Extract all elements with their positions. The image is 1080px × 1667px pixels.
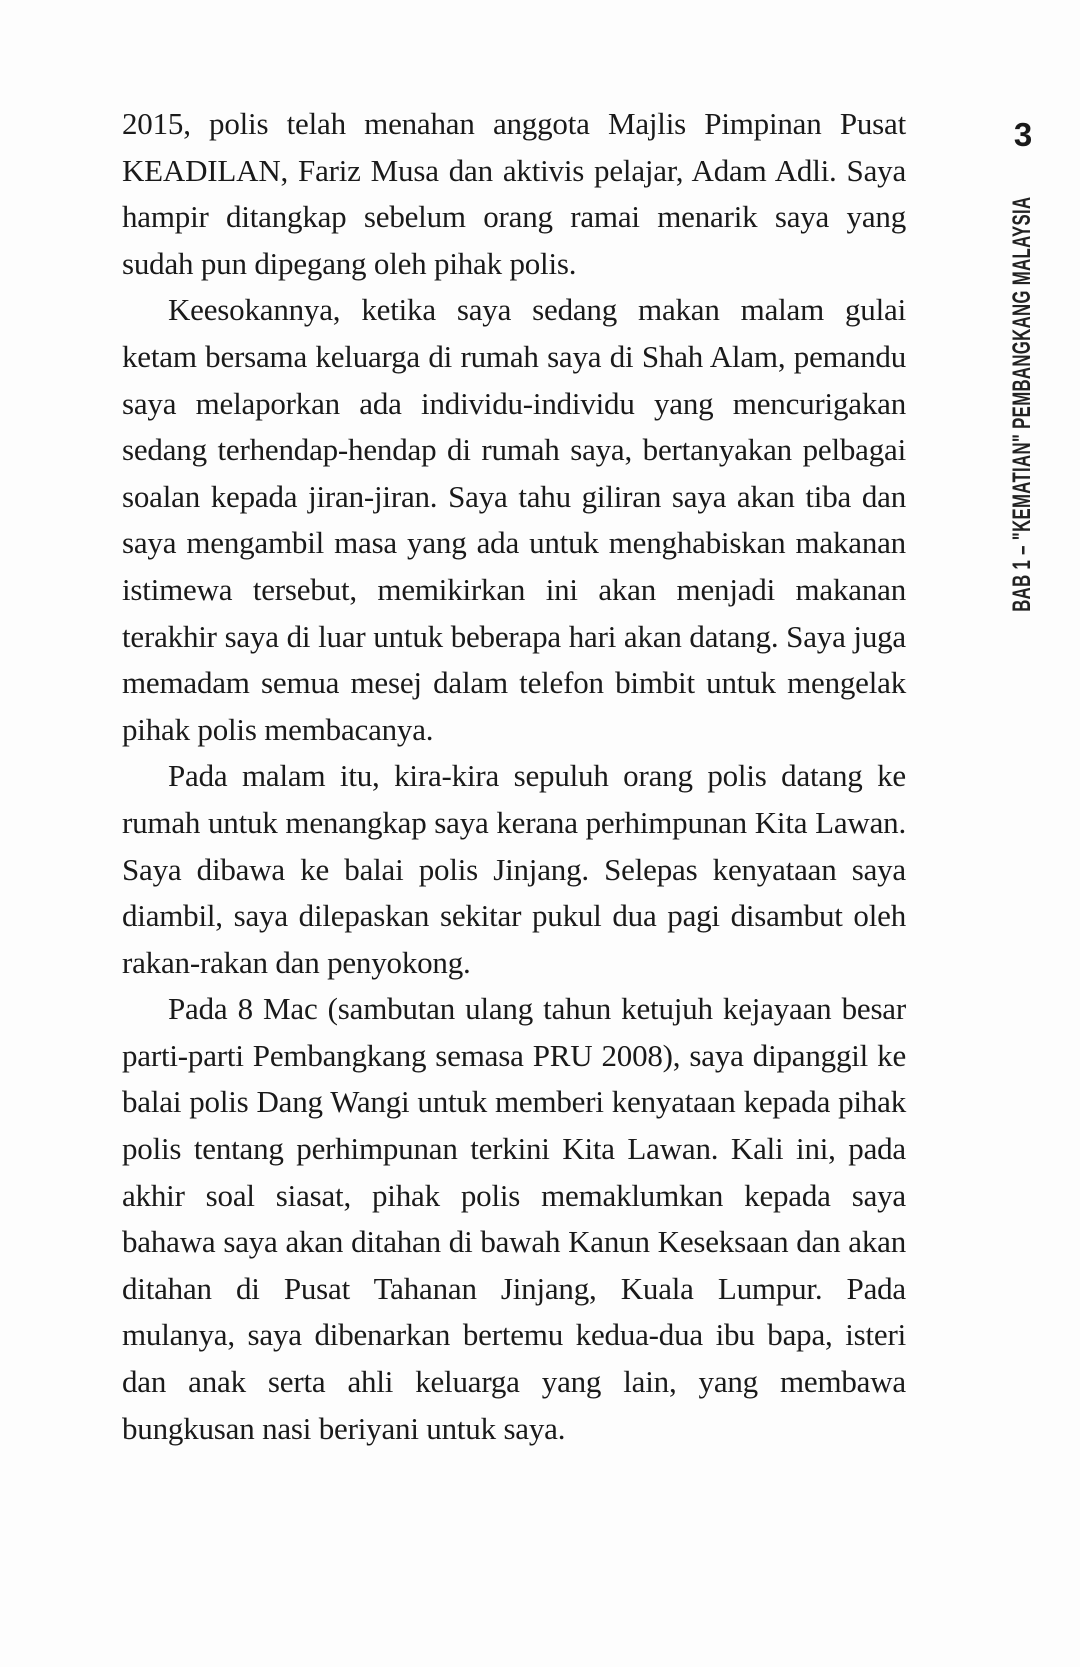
paragraph: Keesokannya, ketika saya sedang makan malam gulai ketam bersama keluarga di rumah saya di Shah Alam, pemandu saya melaporkan ada individu-individu yang mencurigakan sedang terhendap-hendap di rumah saya, bertanyakan pelbagai soalan kepada jiran-jiran. Saya tahu giliran saya akan tiba dan saya mengambil masa yang ada untuk menghabiskan makanan istimewa tersebut, memikirkan ini akan menjadi makanan terakhir saya di luar untuk beberapa hari akan datang. Saya juga memadam semua mesej dalam telefon bimbit untuk mengelak pihak polis membacanya. (122, 292, 906, 747)
chapter-title-vertical-label: BAB 1 – "KEMATIAN" PEMBANGKANG MALAYSIA (1007, 196, 1036, 612)
paragraph: Pada malam itu, kira-kira sepuluh orang polis datang ke rumah untuk menangkap saya kerana perhimpunan Kita Lawan. Saya dibawa ke balai polis Jinjang. Selepas kenyataan saya diambil, saya dilepaskan sekitar pukul dua pagi disambut oleh rakan-rakan dan penyokong. (122, 758, 906, 980)
paragraph: 2015, polis telah menahan anggota Majlis Pimpinan Pusat KEADILAN, Fariz Musa dan aktivis pelajar, Adam Adli. Saya hampir ditangkap sebelum orang ramai menarik saya yang sudah pun dipegang oleh pihak polis. (122, 106, 906, 281)
page-number: 3 (1013, 116, 1033, 153)
page-body-text (122, 101, 906, 1452)
chapter-sidebar (1006, 169, 1038, 639)
paragraph: Pada 8 Mac (sambutan ulang tahun ketujuh kejayaan besar parti-parti Pembangkang semasa PRU 2008), saya dipanggil ke balai polis Dang Wangi untuk memberi kenyataan kepada pihak polis tentang perhimpunan terkini Kita Lawan. Kali ini, pada akhir soal siasat, pihak polis memaklumkan kepada saya bahawa saya akan ditahan di bawah Kanun Keseksaan dan akan ditahan di Pusat Tahanan Jinjang, Kuala Lumpur. Pada mulanya, saya dibenarkan bertemu kedua-dua ibu bapa, isteri dan anak serta ahli keluarga yang lain, yang membawa bungkusan nasi beriyani untuk saya. (122, 991, 906, 1446)
